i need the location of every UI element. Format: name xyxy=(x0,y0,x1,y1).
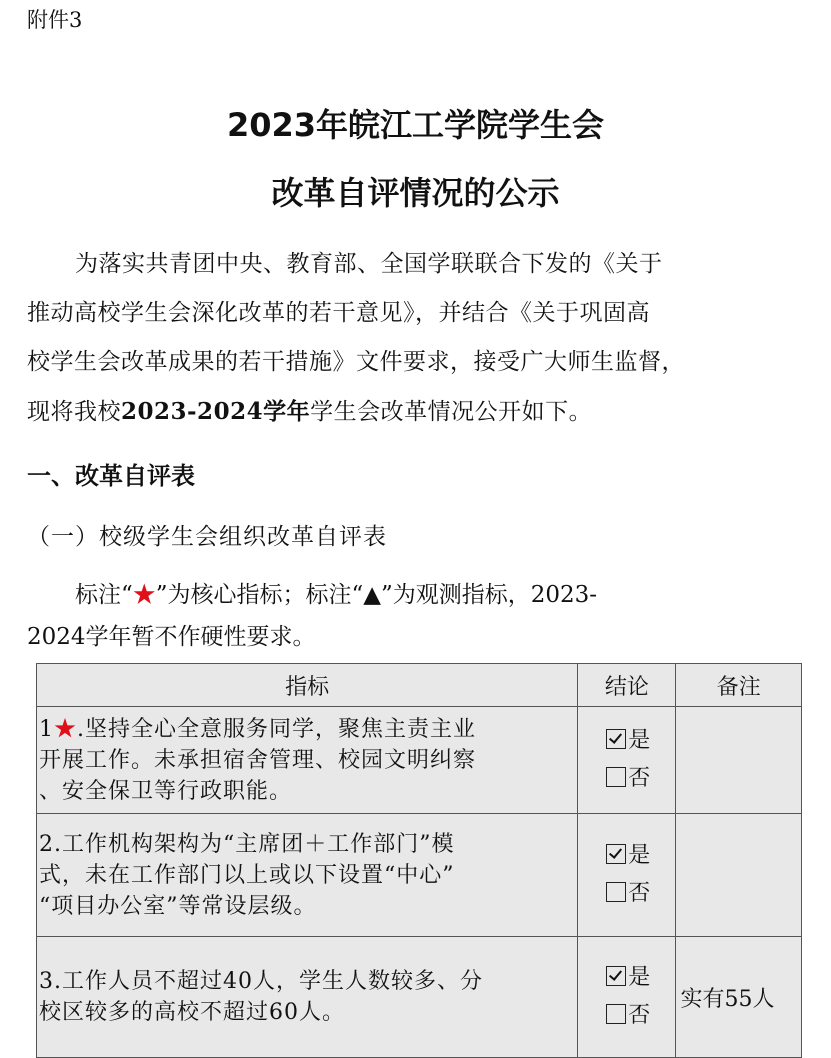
legend-note-line-1 xyxy=(27,574,807,616)
option-no[interactable] xyxy=(606,875,674,913)
table-row xyxy=(37,707,802,814)
option-yes-label: 是 xyxy=(628,965,651,990)
table-header-row xyxy=(37,664,802,707)
indicator-line: “项目办公室”等常设层级。 xyxy=(39,893,317,919)
indicator-number: 1 xyxy=(39,716,54,742)
checked-checkbox-icon[interactable] xyxy=(606,844,626,864)
table-row xyxy=(37,814,802,937)
option-yes[interactable] xyxy=(606,722,674,760)
indicator-line: 式，未在工作部门以上或以下设置“中心” xyxy=(39,862,455,888)
remark-cell: 实有55人 xyxy=(676,937,802,1058)
legend-note-line-2: 2024学年暂不作硬性要求。 xyxy=(27,624,316,650)
indicator-line: .坚持全心全意服务同学，聚焦主责主业 xyxy=(77,716,477,742)
option-yes[interactable] xyxy=(606,959,674,997)
core-indicator-star-icon: ★ xyxy=(54,716,78,742)
note-text-a: 标注“ xyxy=(75,582,133,608)
intro-paragraph xyxy=(27,240,803,437)
option-yes-label: 是 xyxy=(628,843,651,868)
triangle-icon: ▲ xyxy=(363,582,381,608)
attachment-label: 附件3 xyxy=(27,8,83,32)
option-yes-label: 是 xyxy=(628,728,651,753)
self-evaluation-table xyxy=(36,663,802,1058)
option-no[interactable] xyxy=(606,760,674,798)
option-yes[interactable] xyxy=(606,837,674,875)
indicator-line: .工作机构架构为“主席团＋工作部门”模 xyxy=(54,831,455,857)
unchecked-checkbox-icon[interactable] xyxy=(606,1004,626,1024)
option-no-label: 否 xyxy=(628,881,651,906)
intro-line-1: 为落实共青团中央、教育部、全国学联联合下发的《关于 xyxy=(75,251,663,277)
intro-last-suffix: 学生会改革情况公开如下。 xyxy=(310,399,593,425)
intro-line-4 xyxy=(27,387,803,437)
intro-academic-year: 2023-2024学年 xyxy=(121,398,311,425)
remark-cell xyxy=(676,707,802,814)
page-title-line1: 2023年皖江工学院学生会 xyxy=(226,106,605,144)
indicator-cell xyxy=(37,937,578,1058)
result-cell xyxy=(578,937,676,1058)
header-indicator: 指标 xyxy=(37,664,578,707)
indicator-number: 3 xyxy=(39,969,54,994)
indicator-line: 开展工作。未承担宿舍管理、校园文明纠察 xyxy=(39,747,477,773)
unchecked-checkbox-icon[interactable] xyxy=(606,882,626,902)
intro-last-prefix: 现将我校 xyxy=(27,399,121,425)
star-icon: ★ xyxy=(132,582,156,608)
header-remark: 备注 xyxy=(676,664,802,707)
legend-note xyxy=(27,574,807,658)
indicator-line: .工作人员不超过40人，学生人数较多、分 xyxy=(54,969,483,994)
header-result: 结论 xyxy=(578,664,676,707)
indicator-line: 、安全保卫等行政职能。 xyxy=(39,778,293,804)
result-cell xyxy=(578,707,676,814)
indicator-number: 2 xyxy=(39,831,54,857)
checked-checkbox-icon[interactable] xyxy=(606,966,626,986)
note-text-c: ”为观测指标，2023- xyxy=(381,582,598,608)
indicator-line: 校区较多的高校不超过60人。 xyxy=(39,1000,345,1025)
page-title-line2: 改革自评情况的公示 xyxy=(271,174,560,212)
checked-checkbox-icon[interactable] xyxy=(606,729,626,749)
unchecked-checkbox-icon[interactable] xyxy=(606,767,626,787)
intro-line-3: 校学生会改革成果的若干措施》文件要求，接受广大师生监督， xyxy=(27,349,685,375)
option-no[interactable] xyxy=(606,997,674,1035)
intro-line-2: 推动高校学生会深化改革的若干意见》，并结合《关于巩固高 xyxy=(27,300,650,326)
section-heading: 一、改革自评表 xyxy=(27,462,195,490)
option-no-label: 否 xyxy=(628,766,651,791)
indicator-cell xyxy=(37,814,578,937)
result-cell xyxy=(578,814,676,937)
subsection-heading: （一）校级学生会组织改革自评表 xyxy=(27,524,387,550)
note-text-b: ”为核心指标；标注“ xyxy=(155,582,364,608)
remark-cell xyxy=(676,814,802,937)
indicator-cell xyxy=(37,707,578,814)
table-row xyxy=(37,937,802,1058)
option-no-label: 否 xyxy=(628,1003,651,1028)
